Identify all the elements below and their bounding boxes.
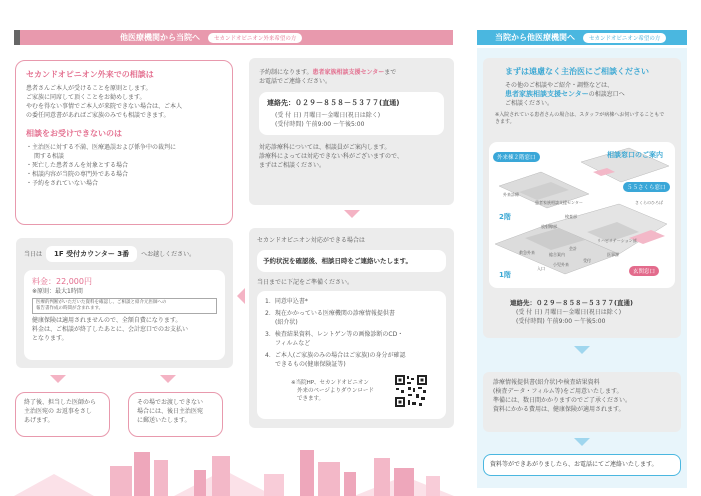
qr-note-3: できます。 bbox=[297, 396, 325, 402]
desk-main-label[interactable]: 玄関窓口 bbox=[629, 266, 659, 276]
arrow-down-3 bbox=[160, 375, 176, 383]
right-final: 資料等ができあがりましたら、お電話にてご連絡いたします。 bbox=[490, 461, 658, 468]
reserve-line1: 予約制になります。患者家族相談支援センターまで bbox=[259, 69, 397, 76]
header-right bbox=[477, 30, 687, 45]
prep-item-2b: (紹介状) bbox=[275, 319, 298, 326]
right-note: ※入院されている患者さんの場合は、スタッフが病棟へお伺いすることもできます。 bbox=[495, 112, 665, 125]
reserve-note-1: 対応診療科については、相談員がご案内します。 bbox=[259, 144, 391, 151]
fee-detail-box bbox=[32, 298, 217, 314]
header-left-title: 他医療機関から当院へ bbox=[120, 33, 200, 42]
right-phone: 連絡先：０２９－８５８－５３７７(直通) bbox=[510, 299, 633, 307]
consult-line-1: 患者さんご本人が受けることを原則とします。 bbox=[26, 85, 152, 92]
prep-item-2: 2．現在かかっている医療機関の診療情報提供書 bbox=[265, 310, 395, 317]
center-name: 患者家族相談支援センター bbox=[312, 69, 385, 76]
map-room-4: 検査部 bbox=[565, 214, 577, 219]
right-hours1: (受 付 日) 月曜日～金曜日(祝日は除く) bbox=[516, 309, 622, 316]
building bbox=[264, 474, 284, 496]
arrow-down-right-1 bbox=[574, 346, 590, 354]
building bbox=[194, 470, 206, 496]
after2-line3: に郵送いたします。 bbox=[137, 417, 191, 424]
right-line1: その他のご相談やご紹介・調整などは、 bbox=[505, 82, 614, 89]
fee-box bbox=[24, 270, 225, 360]
header-left-sub: セカンドオピニオン外来希望の方 bbox=[208, 33, 302, 43]
consult-card bbox=[15, 60, 233, 225]
right-docs-card bbox=[483, 372, 681, 432]
floor1-label: 1階 bbox=[499, 271, 511, 279]
map-room-3: 放射線部 bbox=[541, 224, 557, 229]
right-title: まずは遠慮なく主治医にご相談ください bbox=[505, 67, 649, 76]
header-right-title: 当院から他医療機関へ bbox=[495, 33, 575, 42]
docs-line1: 診療情報提供書(紹介状)や検査結果資料 bbox=[493, 379, 600, 386]
prep-item-3b: フィルムなど bbox=[275, 340, 311, 347]
right-line3: ご相談ください。 bbox=[505, 100, 554, 107]
map-title: 相談窓口のご案内 bbox=[607, 151, 663, 159]
after1-line3: あげます。 bbox=[24, 417, 54, 424]
building bbox=[374, 458, 390, 496]
prep-item-3: 3．検査結果資料、レントゲン等の画像診断のCD・ bbox=[265, 331, 404, 338]
insurance-2: 料金は、ご相談が終了したあとに、会計窓口でのお支払い bbox=[32, 326, 189, 333]
consult-line-2: ご家族に同席して頂くことをお勧めします。 bbox=[26, 94, 146, 101]
consult-sub-title: 相談をお受けできないのは bbox=[26, 129, 122, 138]
arrow-down-right-2 bbox=[574, 438, 590, 446]
header-left bbox=[14, 30, 453, 45]
consult-line-4: の委任同意書があればご家族のみでも相談できます。 bbox=[26, 112, 170, 119]
docs-line3: 準備には、数日間かかりますのでご了承ください。 bbox=[493, 397, 632, 404]
confirm-card bbox=[249, 228, 454, 428]
building bbox=[426, 476, 440, 496]
arrow-left bbox=[237, 288, 245, 304]
consult-item-1: ・主治医に対する不満、医療過誤および係争中の裁判に bbox=[26, 144, 177, 151]
after1-line1: 終了後、担当した医師から bbox=[24, 399, 97, 406]
prep-item-4b: できるもの(健康保険証等) bbox=[275, 361, 346, 368]
consult-item-4: ・予約をされていない場合 bbox=[26, 180, 99, 187]
after1-line2: 主治医宛の お返事をさし bbox=[24, 408, 92, 415]
insurance-3: となります。 bbox=[32, 335, 68, 342]
map-room-7: 会計 bbox=[569, 246, 577, 251]
building bbox=[154, 460, 168, 496]
reserve-line2: お電話でご連絡ください。 bbox=[259, 78, 332, 85]
right-center-name: 患者家族相談支援センター bbox=[505, 90, 589, 98]
qr-code-icon[interactable] bbox=[394, 374, 428, 408]
fee: 料金：22,000円 bbox=[32, 277, 92, 286]
visit-card bbox=[16, 238, 233, 368]
header-right-sub: セカンドオピニオン希望の方 bbox=[583, 33, 666, 43]
building bbox=[318, 462, 340, 496]
right-final-box bbox=[483, 454, 681, 476]
floor2-label: 2階 bbox=[499, 213, 511, 221]
skyline bbox=[14, 436, 454, 496]
prep-item-4: 4．ご本人(ご家族のみの場合はご家族)の身分が確認 bbox=[265, 352, 406, 359]
building bbox=[110, 466, 132, 496]
after2-line2: 場合には、後日主治医宛 bbox=[137, 408, 204, 415]
reserve-hours2: (受付時間) 午前9:00 ～午後5:00 bbox=[275, 121, 365, 128]
consult-item-1b: 関する相談 bbox=[34, 153, 65, 160]
fee-detail-2: 報告書作成の時間が含まれます。 bbox=[36, 306, 104, 311]
visit-line: 当日は 1F 受付カウンター 3番 へお越しください。 bbox=[24, 246, 225, 262]
building bbox=[344, 472, 356, 496]
confirm-prep: 当日までに下記をご準備ください。 bbox=[257, 279, 354, 286]
fee-detail-1: 医療的判断がいただいた資料を確認し、ご相談と紹介元医師への bbox=[36, 300, 167, 305]
building bbox=[134, 452, 150, 496]
map-room-8: 受付 bbox=[583, 258, 591, 263]
qr-note-1: ※当院HP、セカンドオピニオン bbox=[291, 380, 369, 386]
map-room-9: 入口 bbox=[537, 266, 545, 271]
building bbox=[212, 456, 230, 496]
reserve-note-2: 診療科によっては対応できない科がございますので、 bbox=[259, 153, 403, 160]
building bbox=[394, 468, 414, 496]
building bbox=[300, 450, 314, 496]
arrow-down-2 bbox=[50, 375, 66, 383]
after2-line1: その場でお渡しできない bbox=[137, 399, 204, 406]
arrow-down-1 bbox=[344, 210, 360, 218]
reserve-phone-box bbox=[259, 92, 444, 135]
insurance-1: 健康保険は適用されませんので、全額自費になります。 bbox=[32, 317, 182, 324]
confirm-top: セカンドオピニオン対応ができる場合は bbox=[257, 237, 365, 244]
map-room-2: 患者家族相談支援センター bbox=[535, 200, 583, 205]
fee-note: ※原則：最大1時間 bbox=[32, 288, 83, 295]
map-room-5: さくらのひろば bbox=[635, 200, 663, 205]
map-room-12: 医事課 bbox=[607, 252, 619, 257]
prep-item-1: 1．同意申込書* bbox=[265, 298, 308, 305]
docs-line4: 資料にかかる費用は、健康保険が適用されます。 bbox=[493, 406, 625, 413]
map-room-1: 外来診療 bbox=[503, 192, 519, 197]
after-card-2 bbox=[128, 392, 223, 437]
reserve-phone: 連絡先：０２９－８５８－５３７７(直通) bbox=[267, 99, 400, 107]
map-room-11: 小児外来 bbox=[553, 262, 569, 267]
counter-label: 1F 受付カウンター 3番 bbox=[46, 246, 137, 262]
reserve-card bbox=[249, 58, 454, 205]
right-line2: 患者家族相談支援センターの相談窓口へ bbox=[505, 90, 625, 98]
consult-title: セカンドオピニオン外来での相談は bbox=[26, 70, 154, 79]
right-contact bbox=[510, 298, 633, 326]
desk55-label[interactable]: ５５さくら窓口 bbox=[623, 182, 670, 192]
qr-note bbox=[291, 379, 374, 403]
confirm-box: 予約状況を確認後、相談日時をご連絡いたします。 bbox=[257, 250, 446, 272]
right-hours2: (受付時間) 午前9:00 ～午後5:00 bbox=[516, 318, 606, 325]
consult-item-3: ・相談内容が当院の専門外である場合 bbox=[26, 171, 129, 178]
qr-note-2: 外来のページよりダウンロード bbox=[297, 388, 374, 394]
floor-map bbox=[489, 142, 675, 288]
consult-line-3: やむを得ない事情でご本人が来院できない場合は、ご本人 bbox=[26, 103, 183, 110]
docs-line2: (検査データ・フィルム等)をご用意いたします。 bbox=[493, 388, 623, 395]
reserve-note-3: まずはご相談ください。 bbox=[259, 162, 326, 169]
reserve-hours1: (受 付 日) 月曜日～金曜日(祝日は除く) bbox=[275, 112, 381, 119]
map-room-13: 総合案内 bbox=[549, 252, 565, 257]
prep-list bbox=[257, 291, 446, 419]
consult-item-2: ・死亡した患者さんを対象とする場合 bbox=[26, 162, 129, 169]
after-card-1 bbox=[15, 392, 110, 437]
map-room-10: 救急外来 bbox=[519, 250, 535, 255]
desk2-label[interactable]: 外来棟２階窓口 bbox=[493, 152, 540, 162]
header-accent bbox=[14, 30, 20, 45]
map-room-6: リハビリテーション部 bbox=[597, 238, 637, 243]
